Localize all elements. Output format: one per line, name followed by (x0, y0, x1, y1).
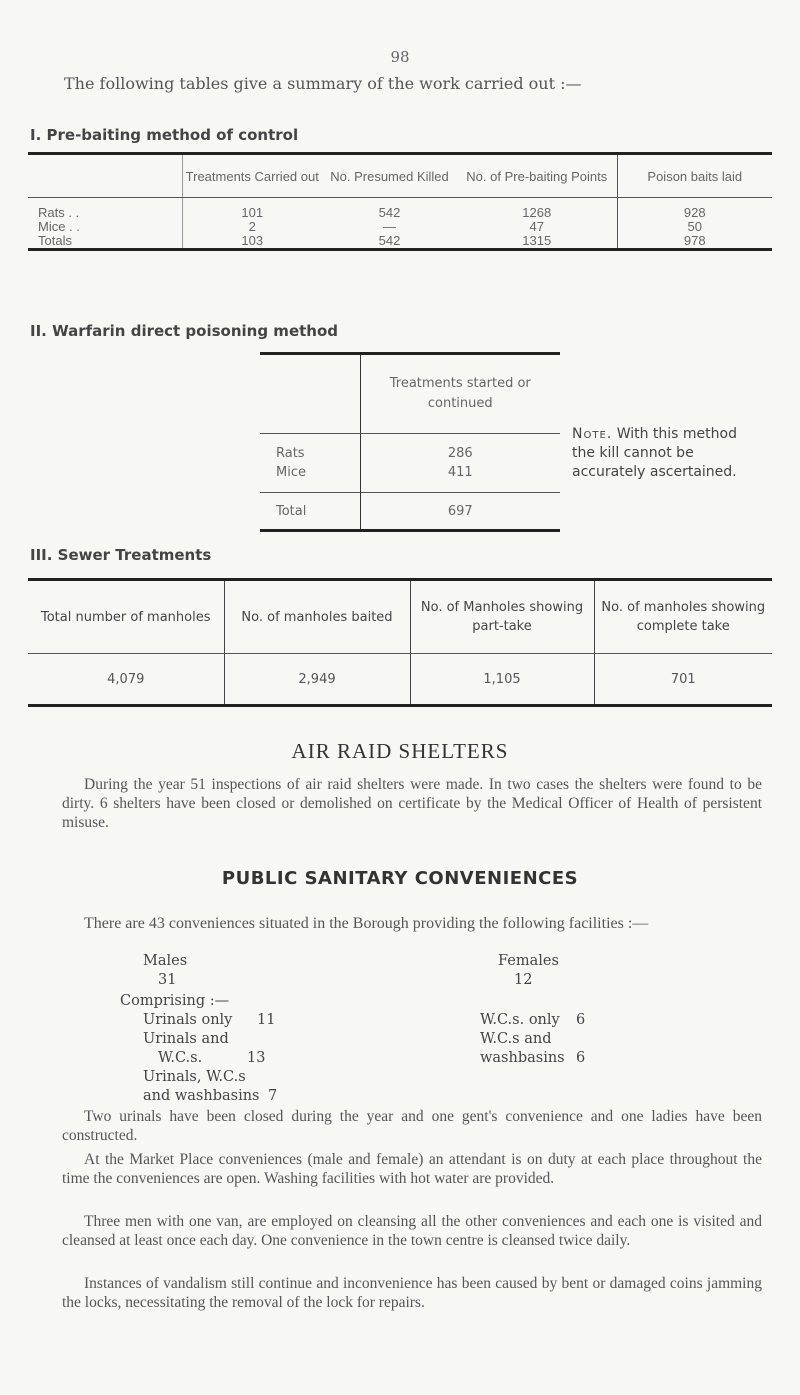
note-prefix: Note. (572, 426, 613, 442)
sanitary-paragraph: Three men with one van, are employed on cleansing all the other conveniences and each one is visited and cleansed at least once each day. One convenience in the town centre is cleansed twice daily. (62, 1213, 762, 1249)
table-header-cell: No. Presumed Killed (322, 154, 457, 198)
table-header-row (28, 154, 772, 198)
table-cell: 1,105 (410, 654, 594, 706)
males-count: 31 (158, 972, 177, 988)
male-item-label: Urinals only (143, 1012, 233, 1028)
table-cell: 542 (378, 233, 401, 248)
female-item-label: W.C.s. only (480, 1012, 560, 1028)
sanitary-paragraph: Two urinals have been closed during the year and one gent's convenience and one ladies have been constructed. (62, 1108, 762, 1144)
table-cell: 928 (617, 198, 772, 221)
table-header-row (28, 580, 772, 654)
table-cell: 411 (360, 463, 560, 493)
table-row (28, 198, 772, 221)
females-label: Females (498, 953, 559, 969)
male-item-label: Urinals and (143, 1031, 229, 1047)
table-cell: 2 (182, 220, 322, 234)
section3-heading: III. Sewer Treatments (30, 546, 212, 564)
intro-text: The following tables give a summary of the work carried out :— (64, 74, 582, 93)
table-header-row (260, 354, 560, 434)
females-count: 12 (514, 972, 533, 988)
sewer-table (28, 578, 772, 707)
female-item-label: W.C.s and (480, 1031, 552, 1047)
sanitary-intro: There are 43 conveniences situated in the Borough providing the following facilities :— (84, 915, 649, 932)
row-label: Total (260, 493, 360, 531)
table-row (28, 234, 772, 250)
section2-heading: II. Warfarin direct poisoning method (30, 322, 339, 340)
table-cell: 701 (594, 654, 772, 706)
table-header-cell: Poison baits laid (617, 154, 772, 198)
table-cell: 978 (617, 234, 772, 250)
table-header-cell: No. of Pre-baiting Points (457, 154, 617, 198)
air-raid-paragraph: During the year 51 inspections of air raid shelters were made. In two cases the shelters were found to be dirty. 6 shelters have been closed or demolished on certificate by the Medical Officer of Health of persistent misuse. (62, 776, 762, 831)
table-header-cell: No. of manholes baited (224, 580, 410, 654)
row-label: Mice (276, 465, 306, 480)
row-label: Rats . . (28, 198, 182, 221)
table-header-cell: Total number of manholes (28, 580, 224, 654)
table-cell: 2,949 (224, 654, 410, 706)
table-header-cell: No. of manholes showing complete take (594, 580, 772, 654)
table-row (28, 654, 772, 706)
table-cell: — (383, 219, 396, 234)
table-header-cell: No. of Manholes showing part-take (410, 580, 594, 654)
table-row (260, 434, 560, 464)
female-item-count: 6 (576, 1012, 586, 1028)
male-item-label: Urinals, W.C.s (143, 1069, 246, 1085)
page-number: 98 (390, 48, 410, 66)
air-raid-title: AIR RAID SHELTERS (291, 739, 509, 763)
table-cell: 697 (360, 493, 560, 531)
table-header-cell (28, 154, 182, 198)
table-row (260, 463, 560, 493)
sanitary-paragraph: Instances of vandalism still continue and inconvenience has been caused by bent or damaged coins jamming the locks, necessitating the removal of the lock for repairs. (62, 1275, 762, 1311)
males-label: Males (143, 953, 188, 969)
table-row (260, 493, 560, 531)
table-cell: 47 (529, 219, 544, 234)
table-cell: 1268 (522, 205, 552, 220)
female-item-count: 6 (576, 1050, 586, 1066)
row-label: Mice . . (28, 220, 182, 234)
section1-heading: I. Pre-baiting method of control (30, 126, 299, 144)
note-body: With this method the kill cannot be accurately ascertained. (572, 426, 737, 480)
table-cell: 103 (182, 234, 322, 250)
prebaiting-table (28, 152, 772, 251)
table-cell: 542 (378, 205, 401, 220)
female-item-label: washbasins (480, 1050, 565, 1066)
male-item-label: W.C.s. (158, 1050, 203, 1066)
warfarin-table (260, 352, 560, 532)
table-header-cell: Treatments Carried out (182, 154, 322, 198)
male-item-count: 11 (257, 1012, 276, 1028)
male-item-count: 13 (247, 1050, 266, 1066)
table-cell: 286 (360, 434, 560, 464)
table-cell: 4,079 (107, 671, 145, 687)
table-cell: 50 (617, 220, 772, 234)
table-header-cell: Treatments started or continued (360, 354, 560, 434)
comprising-label: Comprising :— (120, 993, 230, 1009)
sanitary-title: PUBLIC SANITARY CONVENIENCES (221, 868, 579, 889)
note-text (572, 425, 762, 482)
male-item-label: and washbasins (143, 1088, 260, 1104)
table-cell: 1315 (522, 233, 552, 248)
male-item-count: 7 (268, 1088, 278, 1104)
table-row (28, 220, 772, 234)
sanitary-paragraph: At the Market Place conveniences (male and female) an attendant is on duty at each place throughout the time the conveniences are open. Washing facilities with hot water are provided. (62, 1151, 762, 1187)
row-label: Rats (276, 446, 305, 461)
table-cell: 101 (182, 198, 322, 221)
row-label: Totals (28, 234, 182, 250)
table-header-cell (260, 354, 360, 434)
